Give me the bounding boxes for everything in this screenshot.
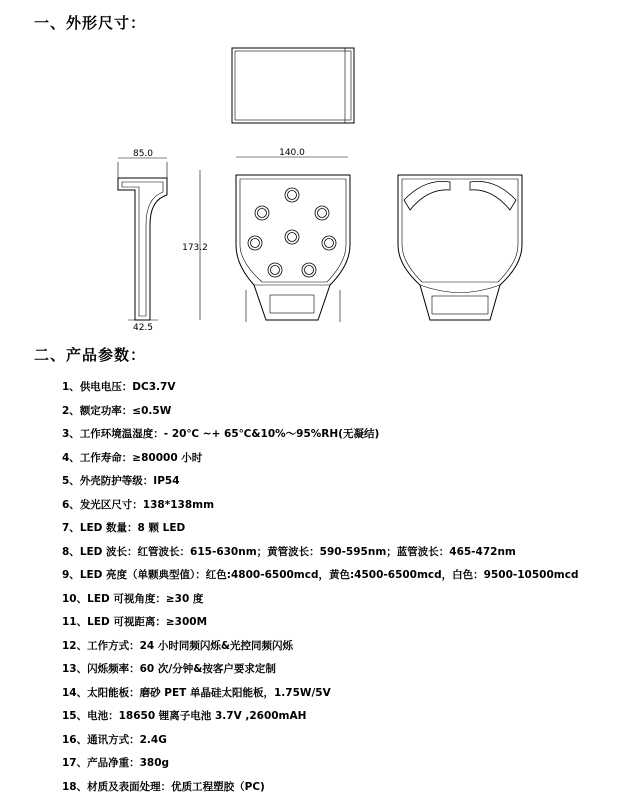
spec-item <box>62 541 578 565</box>
top-view <box>232 48 354 123</box>
spec-number: 13、 <box>62 663 87 675</box>
spec-text: 供电电压：DC3.7V <box>80 381 176 393</box>
dim-bottom-side: 42.5 <box>133 323 153 333</box>
spec-text: 外壳防护等级：IP54 <box>80 475 180 487</box>
spec-item <box>62 682 578 706</box>
spec-number: 15、 <box>62 710 87 722</box>
spec-item <box>62 470 578 494</box>
spec-text: 工作寿命：≥80000 小时 <box>80 452 202 464</box>
dim-top-side: 85.0 <box>133 149 153 159</box>
front-view <box>182 148 350 322</box>
spec-item <box>62 635 578 659</box>
spec-text: 工作环境温湿度：- 20℃ ~+ 65℃&10%～95%RH(无凝结) <box>80 428 379 440</box>
spec-number: 5、 <box>62 475 80 487</box>
spec-number: 7、 <box>62 522 80 534</box>
spec-text: 材质及表面处理：优质工程塑胶（PC) <box>87 781 265 793</box>
spec-number: 1、 <box>62 381 80 393</box>
section-2-title: 二、产品参数： <box>34 344 146 365</box>
spec-item <box>62 729 578 753</box>
back-view <box>398 175 522 320</box>
spec-number: 17、 <box>62 757 87 769</box>
spec-text: 闪烁频率：60 次/分钟&按客户要求定制 <box>87 663 276 675</box>
spec-text: 通讯方式：2.4G <box>87 734 167 746</box>
spec-number: 6、 <box>62 499 80 511</box>
spec-text: 额定功率：≤0.5W <box>80 405 171 417</box>
spec-item <box>62 611 578 635</box>
spec-item <box>62 564 578 588</box>
spec-number: 10、 <box>62 593 87 605</box>
spec-item <box>62 400 578 424</box>
spec-number: 2、 <box>62 405 80 417</box>
spec-item <box>62 752 578 776</box>
spec-text: 工作方式：24 小时同频闪烁&光控同频闪烁 <box>87 640 293 652</box>
spec-item <box>62 776 578 799</box>
spec-item <box>62 705 578 729</box>
spec-text: LED 亮度（单颗典型值）：红色:4800-6500mcd，黄色:4500-6500mcd，白色：9500-10500mcd <box>80 569 579 581</box>
spec-text: 发光区尺寸：138*138mm <box>80 499 214 511</box>
spec-item <box>62 658 578 682</box>
spec-number: 11、 <box>62 616 87 628</box>
dim-top-front: 140.0 <box>279 148 305 158</box>
spec-item <box>62 494 578 518</box>
spec-number: 18、 <box>62 781 87 793</box>
spec-item <box>62 517 578 541</box>
spec-number: 9、 <box>62 569 80 581</box>
spec-number: 14、 <box>62 687 87 699</box>
spec-text: LED 可视距离：≥300M <box>87 616 207 628</box>
spec-number: 3、 <box>62 428 80 440</box>
spec-text: 太阳能板：磨砂 PET 单晶硅太阳能板，1.75W/5V <box>87 687 331 699</box>
spec-text: 电池：18650 锂离子电池 3.7V ,2600mAH <box>87 710 306 722</box>
technical-drawing <box>0 0 629 340</box>
spec-item <box>62 588 578 612</box>
spec-text: LED 波长：红管波长：615-630nm；黄管波长：590-595nm；蓝管波长：465-472nm <box>80 546 516 558</box>
spec-item <box>62 376 578 400</box>
spec-item <box>62 423 578 447</box>
spec-text: LED 数量：8 颗 LED <box>80 522 185 534</box>
spec-list <box>62 376 578 799</box>
spec-text: LED 可视角度：≥30 度 <box>87 593 203 605</box>
spec-number: 12、 <box>62 640 87 652</box>
side-view <box>118 149 167 333</box>
spec-number: 8、 <box>62 546 80 558</box>
dim-height: 173.2 <box>182 243 208 253</box>
spec-number: 4、 <box>62 452 80 464</box>
spec-item <box>62 447 578 471</box>
spec-number: 16、 <box>62 734 87 746</box>
section-1-title: 一、外形尺寸： <box>34 12 146 33</box>
spec-text: 产品净重：380g <box>87 757 169 769</box>
